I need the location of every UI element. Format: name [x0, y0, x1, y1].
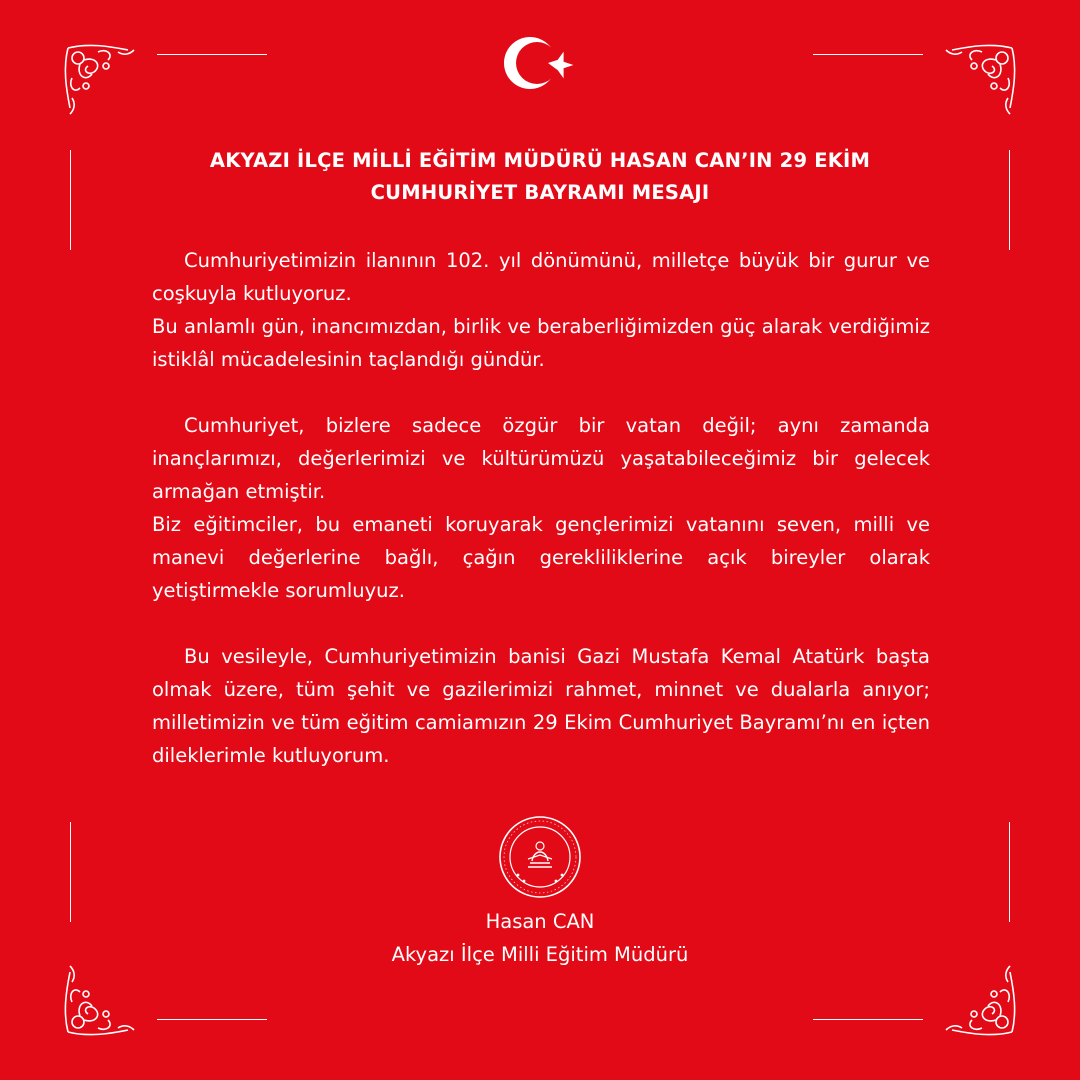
message-body	[152, 244, 930, 772]
crescent-star-icon	[500, 30, 580, 96]
paragraph: Cumhuriyetimizin ilanının 102. yıl dönümünü, milletçe büyük bir gurur ve coşkuyla kutluyoruz.	[152, 249, 930, 305]
message-title	[150, 145, 930, 209]
border-line-left-top	[70, 150, 71, 250]
border-line-right-top	[1009, 150, 1010, 250]
paragraph: Bu vesileyle, Cumhuriyetimizin banisi Gazi Mustafa Kemal Atatürk başta olmak üzere, tüm şehit ve gazilerimizi rahmet, minnet ve dualarla anıyor; milletimizin ve tüm eğitim camiamızın 29 Ekim Cumhuriyet Bayramı’nı en içten dileklerimle kutluyorum.	[152, 645, 930, 767]
paragraph: Biz eğitimciler, bu emaneti koruyarak gençlerimizi vatanını seven, milli ve manevi değerlerine bağlı, çağın gerekliliklerine açık bireyler olarak yetiştirmekle sorumluyuz.	[152, 513, 930, 602]
signer-role: Akyazı İlçe Milli Eğitim Müdürü	[391, 943, 689, 966]
ornament-corner-icon	[902, 38, 1022, 158]
title-line-2: CUMHURİYET BAYRAMI MESAJI	[370, 181, 710, 204]
paragraph: Bu anlamlı gün, inancımızdan, birlik ve beraberliğimizden güç alarak verdiğimiz istiklâl mücadelesinin taçlandığı gündür.	[152, 315, 930, 371]
ornament-corner-icon	[902, 922, 1022, 1042]
border-line-bottom-left	[157, 1019, 267, 1020]
ornament-corner-icon	[58, 38, 178, 158]
signature-block	[300, 905, 780, 971]
border-line-top-right	[813, 54, 923, 55]
border-line-bottom-right	[813, 1019, 923, 1020]
paragraph: Cumhuriyet, bizlere sadece özgür bir vatan değil; aynı zamanda inançlarımızı, değerlerimizi ve kültürümüzü yaşatabileceğimiz bir gelecek armağan etmiştir.	[152, 414, 930, 503]
border-line-top-left	[157, 54, 267, 55]
border-line-left-bottom	[70, 822, 71, 922]
ornament-corner-icon	[58, 922, 178, 1042]
title-line-1: AKYAZI İLÇE MİLLİ EĞİTİM MÜDÜRÜ HASAN CAN’IN 29 EKİM	[209, 149, 871, 172]
meb-seal-icon	[498, 815, 582, 899]
signer-name: Hasan CAN	[485, 910, 595, 933]
border-line-right-bottom	[1009, 822, 1010, 922]
